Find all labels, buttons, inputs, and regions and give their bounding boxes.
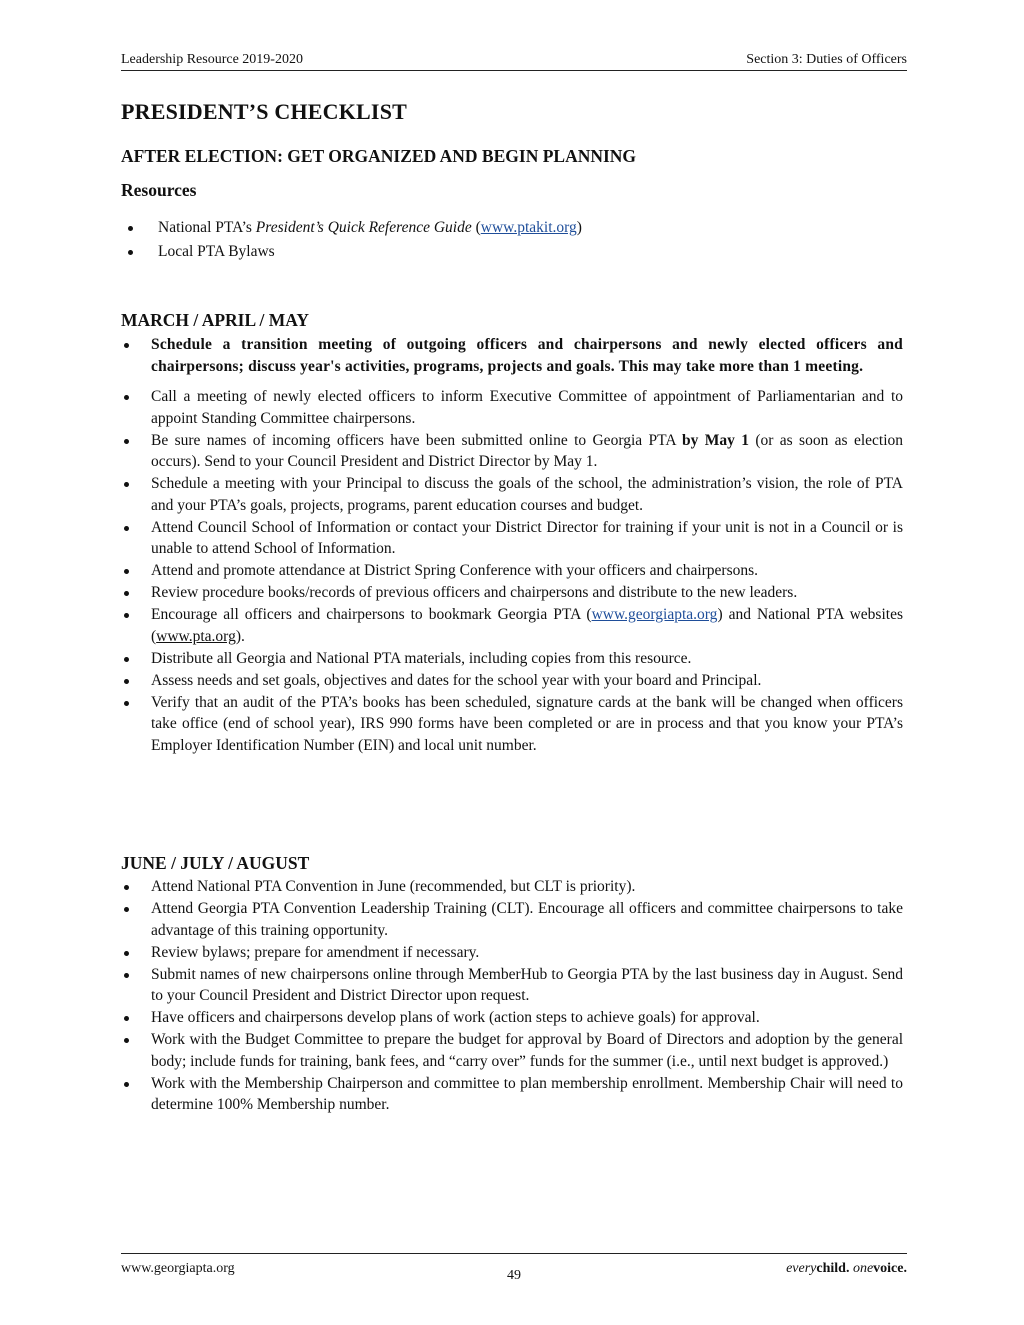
list-item: Attend National PTA Convention in June (recommended, but CLT is priority). [121, 876, 903, 898]
page-number: 49 [507, 1268, 521, 1283]
item-text: ). [235, 627, 245, 645]
list-item [128, 216, 898, 240]
list-item: Attend Georgia PTA Convention Leadership Training (CLT). Encourage all officers and committee chairpersons to take advantage of this training opportunity. [121, 898, 903, 941]
header-section: Section 3: Duties of Officers [746, 52, 907, 67]
list-item: Assess needs and set goals, objectives and dates for the school year with your board and Principal. [121, 670, 903, 692]
list-item: Work with the Membership Chairperson and committee to plan membership enrollment. Membership Chair will need to determine 100% Membership number. [121, 1073, 903, 1116]
resources-list [128, 216, 898, 264]
item-deadline: by May 1 [682, 431, 749, 449]
page-footer [121, 1253, 907, 1294]
june-checklist [121, 876, 903, 1116]
list-item: Review procedure books/records of previous officers and chairpersons and distribute to the new leaders. [121, 582, 903, 604]
slogan-voice: voice. [873, 1261, 907, 1276]
resource-text: National PTA’s [158, 219, 256, 236]
page-subtitle: AFTER ELECTION: GET ORGANIZED AND BEGIN PLANNING [121, 146, 637, 166]
header-doc-title: Leadership Resource 2019-2020 [121, 52, 303, 67]
item-text: Be sure names of incoming officers have been submitted online to Georgia PTA [151, 431, 683, 449]
list-item: Have officers and chairpersons develop plans of work (action steps to achieve goals) for approval. [121, 1007, 903, 1029]
list-item: Schedule a transition meeting of outgoing officers and chairpersons and newly elected officers and chairpersons; discuss year's activities, programs, projects and goals. This may take more than 1 meeting. [121, 334, 903, 377]
resource-text: ( [471, 219, 481, 236]
slogan-one: one [852, 1261, 874, 1276]
footer-slogan [786, 1261, 907, 1277]
pta-link[interactable]: www.pta.org [156, 627, 236, 645]
list-item: Review bylaws; prepare for amendment if necessary. [121, 942, 903, 964]
list-item: Verify that an audit of the PTA’s books has been scheduled, signature cards at the bank will be changed when officers take office (end of school year), IRS 990 forms have been completed or are in process and that you know your PTA’s Employer Identification Number (EIN) and local unit number. [121, 692, 903, 757]
list-item: Call a meeting of newly elected officers to inform Executive Committee of appointment of Parliamentarian and to appoint Standing Committee chairpersons. [121, 386, 903, 429]
resource-text: ) [576, 219, 582, 236]
list-item: Distribute all Georgia and National PTA materials, including copies from this resource. [121, 648, 903, 670]
list-item: Attend Council School of Information or contact your District Director for training if your unit is not in a Council or is unable to attend School of Information. [121, 517, 903, 560]
page-header [121, 50, 907, 71]
item-text: ) and National PTA websites ( [151, 606, 903, 645]
resource-guide-title: President’s Quick Reference Guide [255, 219, 472, 236]
footer-website: www.georgiapta.org [121, 1261, 235, 1276]
list-item [121, 604, 903, 647]
list-item [121, 430, 903, 473]
item-text: (or as soon as election occurs). Send to your Council President and District Director by May 1. [151, 431, 904, 470]
march-checklist [121, 334, 903, 757]
march-april-may-heading: MARCH / APRIL / MAY [121, 310, 309, 330]
june-july-august-heading: JUNE / JULY / AUGUST [121, 853, 310, 873]
item-text: Encourage all officers and chairpersons to bookmark Georgia PTA ( [151, 606, 592, 623]
resources-heading: Resources [121, 180, 197, 200]
ptakit-link[interactable]: www.ptakit.org [480, 219, 577, 236]
list-item: Local PTA Bylaws [128, 240, 898, 264]
list-item: Attend and promote attendance at District Spring Conference with your officers and chairpersons. [121, 560, 903, 582]
slogan-every: every [786, 1261, 817, 1276]
page-title: PRESIDENT’S CHECKLIST [121, 99, 407, 124]
list-item: Submit names of new chairpersons online through MemberHub to Georgia PTA by the last business day in August. Send to your Council President and District Director upon request. [121, 964, 903, 1007]
georgiapta-link[interactable]: www.georgiapta.org [591, 606, 718, 623]
list-item: Work with the Budget Committee to prepare the budget for approval by Board of Directors and adoption by the general body; include funds for training, bank fees, and “carry over” funds for the summer (i.e., until next budget is approved.) [121, 1029, 903, 1072]
slogan-child: child. [816, 1261, 850, 1276]
list-item: Schedule a meeting with your Principal to discuss the goals of the school, the administration’s vision, the role of PTA and your PTA’s goals, projects, programs, parent education courses and budget. [121, 473, 903, 516]
